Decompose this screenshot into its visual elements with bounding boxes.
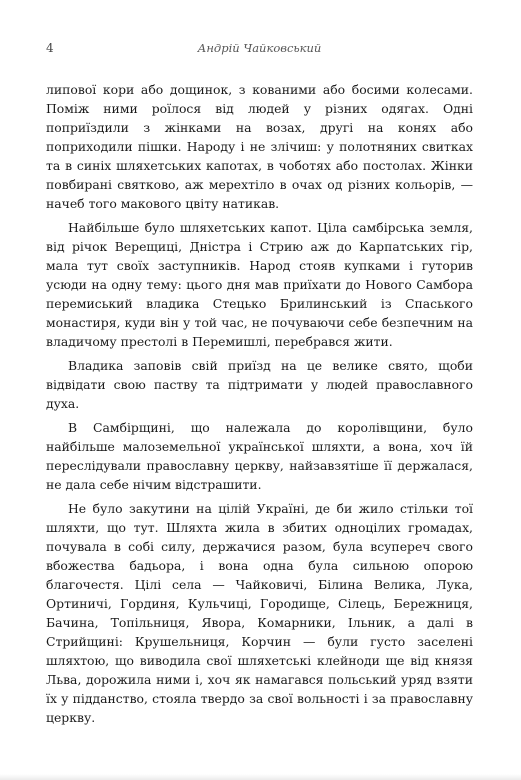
page-bottom-edge <box>0 774 521 780</box>
page-number: 4 <box>46 41 54 55</box>
body-text <box>46 80 473 732</box>
page-header <box>46 40 473 58</box>
paragraph-4: В Самбірщині, що належала до королівщини, було найбільше малоземельної української шляхти, а вона, хоч їй переслідували православну церкву, найзавзятіше її держалася, не дала себе нічим відстрашити. <box>46 420 473 492</box>
running-head-author: Андрій Чайковський <box>197 41 322 55</box>
paragraph-3: Владика заповів свій приїзд на це велике свято, щоби відвідати свою паству та підтримати у людей православного духа. <box>46 358 473 411</box>
paragraph-5: Не було закутини на цілій Україні, де би жило стільки тої шляхти, що тут. Шляхта жила в збитих одноцілих громадах, почувала в собі силу, держачися разом, була всупереч свого вбожества бадьора, і вона одна була сильною опорою благочестя. Цілі села — Чайковичі, Білина Велика, Лука, Ортиничі, Гординя, Кульчиці, Городище, Сілець, Бережниця, Бачина, Топільниця, Явора, Комарники, Ільник, а далі в Стрийщині: Крушельниця, Корчин — були густо заселені шляхтою, що виводила свої шляхетські клейноди ще від князя Льва, дорожила ними і, хоч як намагався польський уряд взяти їх у підданство, стояла твердо за свої вольності і за православну церкву. <box>46 501 473 725</box>
paragraph-2: Найбільше було шляхетських капот. Ціла самбірська земля, від річок Верещиці, Дністра і Стрию аж до Карпатських гір, мала тут своїх заступників. Народ стояв купками і гуторив усюди на одну тему: цього дня мав приїхати до Нового Самбора перемиський владика Стецько Брилинський із Спаського монастиря, куди він у той час, не почуваючи себе безпечним на владичому престолі в Перемишлі, перебрався жити. <box>46 220 473 349</box>
paragraph-1: липової кори або дощинок, з кованими або босими колесами. Поміж ними роїлося від людей у різних одягах. Одні поприїздили з жінками на возах, другі на конях або поприходили пішки. Народу і не злічиш: у полотняних свитках та в синіх шляхетських капотах, в чоботях або постолах. Жінки повбирані святково, аж мерехтіло в очах од різних кольорів, — начеб того макового цвіту натикав. <box>46 82 473 211</box>
